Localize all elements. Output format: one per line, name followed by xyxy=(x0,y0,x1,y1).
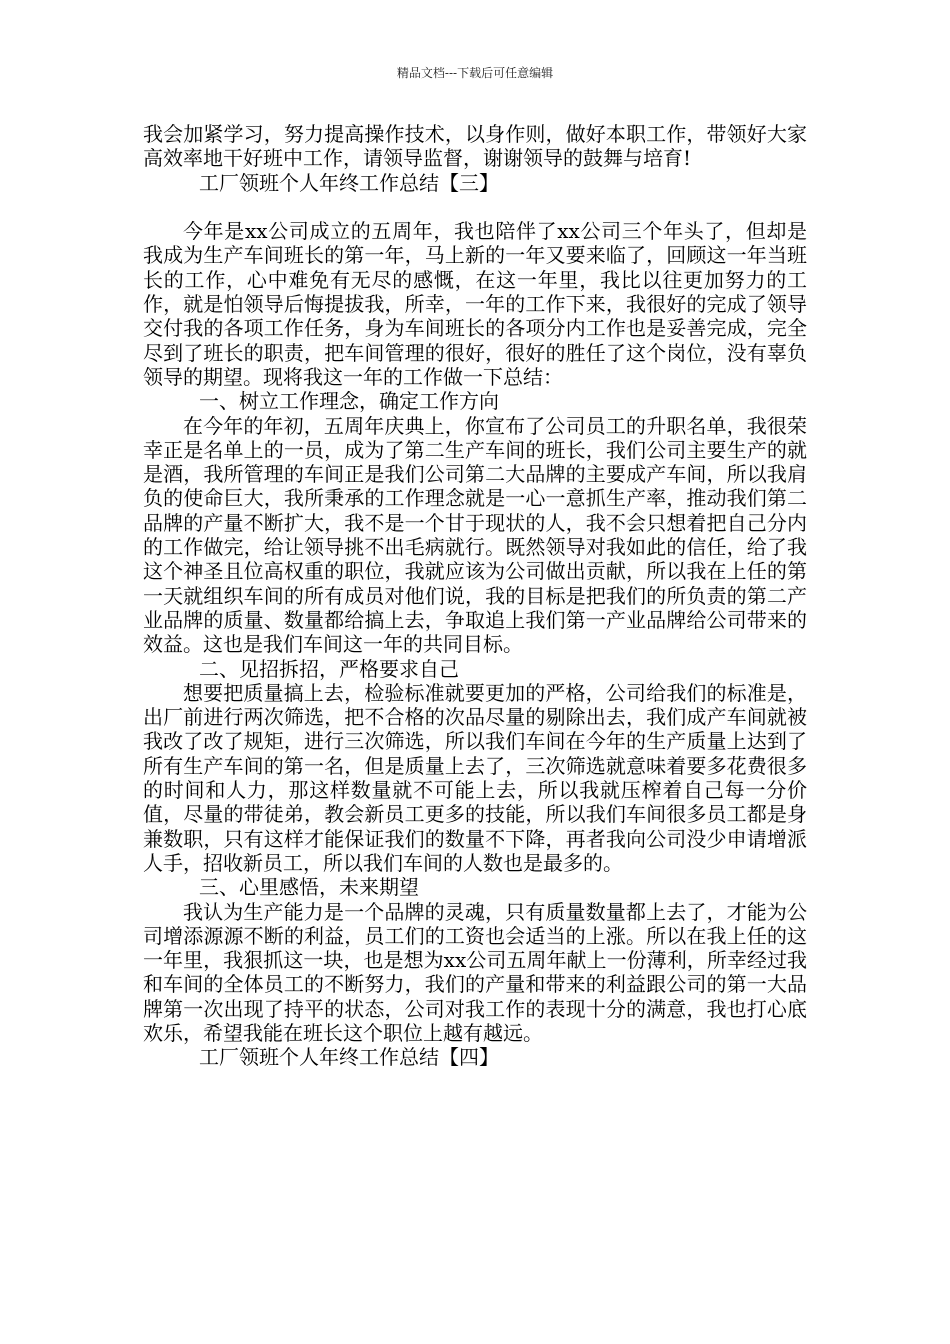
paragraph-intro: 今年是xx公司成立的五周年，我也陪伴了xx公司三个年头了，但却是我成为生产车间班长的第一年，马上新的一年又要来临了，回顾这一年当班长的工作，心中难免有无尽的感慨，在这一年里，我比以往更加努力的工作，就是怕领导后悔提拔我，所幸，一年的工作下来，我很好的完成了领导交付我的各项工作任务，身为车间班长的各项分内工作也是妥善完成，完全尽到了班长的职责，把车间管理的很好，很好的胜任了这个岗位，没有辜负领导的期望。现将我这一年的工作做一下总结： xyxy=(143,219,807,389)
subheading-3: 三、心里感悟，未来期望 xyxy=(199,875,419,900)
page-header: 精品文档---下载后可任意编辑 xyxy=(396,66,554,80)
section-title-4: 工厂领班个人年终工作总结【四】 xyxy=(199,1045,499,1070)
paragraph-1: 在今年的年初，五周年庆典上，你宣布了公司员工的升职名单，我很荣幸正是名单上的一员，成为了第二生产车间的班长，我们公司主要生产的就是酒，我所管理的车间正是我们公司第二大品牌的主要成产车间，所以我肩负的使命巨大，我所秉承的工作理念就是一心一意抓生产率，推动我们第二品牌的产量不断扩大，我不是一个甘于现状的人，我不会只想着把自己分内的工作做完，给让领导挑不出毛病就行。既然领导对我如此的信任，给了我这个神圣且位高权重的职位，我就应该为公司做出贡献，所以我在上任的第一天就组织车间的所有成员对他们说，我的目标是把我们的所负责的第二产业品牌的质量、数量都给搞上去，争取追上我们第一产业品牌给公司带来的效益。这也是我们车间这一年的共同目标。 xyxy=(143,413,807,657)
paragraph-continuation: 我会加紧学习，努力提高操作技术，以身作则，做好本职工作，带领好大家高效率地干好班中工作，请领导监督，谢谢领导的鼓舞与培育! xyxy=(143,122,807,171)
paragraph-2: 想要把质量搞上去，检验标准就要更加的严格，公司给我们的标准是，出厂前进行两次筛选，把不合格的次品尽量的剔除出去，我们成产车间就被我改了改了规矩，进行三次筛选，所以我们车间在今年的生产质量上达到了所有生产车间的第一名，但是质量上去了，三次筛选就意味着要多花费很多的时间和人力，那这样数量就不可能上去，所以我就压榨着自己每一分价值，尽量的带徒弟，教会新员工更多的技能，所以我们车间很多员工都是身兼数职，只有这样才能保证我们的数量不下降，再者我向公司没少申请增派人手，招收新员工，所以我们车间的人数也是最多的。 xyxy=(143,680,807,875)
document-body xyxy=(143,122,807,1070)
paragraph-3: 我认为生产能力是一个品牌的灵魂，只有质量数量都上去了，才能为公司增添源源不断的利益，员工们的工资也会适当的上涨。所以在我上任的这一年里，我狠抓这一块，也是想为xx公司五周年献上一份薄利，所幸经过我和车间的全体员工的不断努力，我们的产量和带来的利益跟公司的第一大品牌第一次出现了持平的状态，公司对我工作的表现十分的满意，我也打心底欢乐，希望我能在班长这个职位上越有越远。 xyxy=(143,899,807,1045)
subheading-1: 一、树立工作理念，确定工作方向 xyxy=(199,389,499,414)
subheading-2: 二、见招拆招，严格要求自己 xyxy=(199,656,459,681)
blank-line xyxy=(143,195,807,219)
section-title-3: 工厂领班个人年终工作总结【三】 xyxy=(199,170,499,195)
